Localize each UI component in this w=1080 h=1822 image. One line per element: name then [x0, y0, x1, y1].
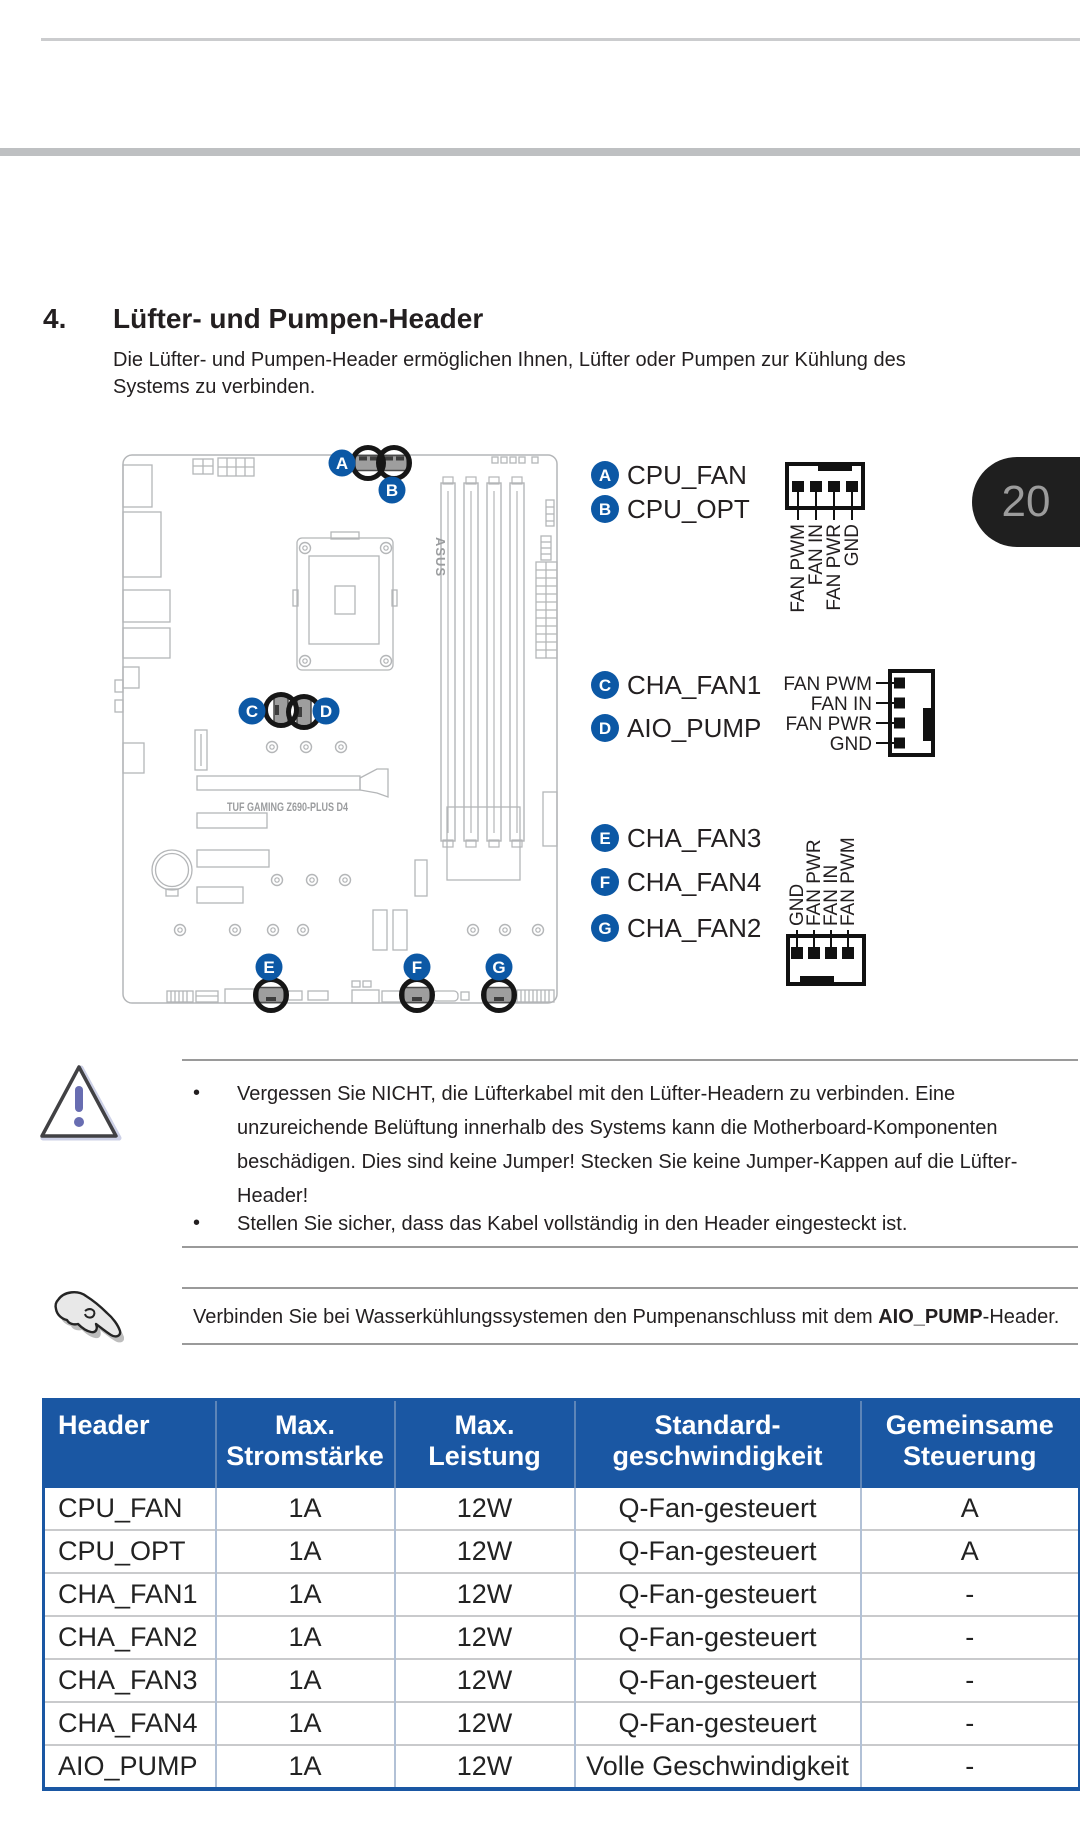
cell-control: -: [861, 1616, 1080, 1659]
board-badge-g: G: [492, 958, 506, 977]
cell-current: 1A: [216, 1702, 395, 1745]
page-number: 20: [1001, 477, 1051, 526]
warning-note-2: Stellen Sie sicher, dass das Kabel vollständig in den Header eingesteckt ist.: [237, 1213, 908, 1235]
table-row: [44, 1745, 1080, 1789]
fan-header-e-icon: [256, 980, 287, 1011]
board-badge-a: A: [335, 454, 349, 473]
header-bar: [0, 148, 1080, 156]
table-row: [44, 1573, 1080, 1616]
pcie-slot: [197, 776, 360, 790]
table-row: [44, 1616, 1080, 1659]
pin-diagram-cha-fan1: [783, 671, 933, 755]
cell-power: 12W: [395, 1573, 575, 1616]
legend-badge-e: E: [599, 829, 611, 848]
pin-label-top-4: GND: [842, 524, 863, 567]
fan-header-ab-icon: [353, 448, 410, 479]
legend-badge-f: F: [599, 873, 611, 892]
pin-label-bottom-1: GND: [787, 883, 808, 926]
legend-badge-a: A: [598, 466, 612, 485]
cell-header-name: CHA_FAN1: [44, 1573, 216, 1616]
intro-paragraph: Die Lüfter- und Pumpen-Header ermöglichen Ihnen, Lüfter oder Pumpen zur Kühlung des Systems zu verbinden.: [113, 349, 906, 398]
aio-note-prefix: Verbinden Sie bei Wasserkühlungssystemen den Pumpenanschluss mit dem: [193, 1306, 879, 1328]
note2-bottom-rule: [182, 1343, 1078, 1345]
board-badge-d: D: [319, 702, 333, 721]
legend: [591, 460, 761, 943]
note2-top-rule: [182, 1287, 1078, 1289]
legend-badge-c: C: [598, 676, 612, 695]
pin-label-mid-3: FAN PWR: [785, 714, 872, 735]
pin-label-bottom-3: FAN IN: [821, 864, 842, 926]
legend-badge-d: D: [598, 719, 612, 738]
note1-top-rule: [182, 1059, 1078, 1061]
cell-control: -: [861, 1745, 1080, 1789]
pin-label-mid-1: FAN PWM: [783, 674, 872, 695]
legend-label-cpu-opt: CPU_OPT: [627, 494, 750, 524]
motherboard-diagram: [0, 440, 1080, 1020]
board-model-label: TUF GAMING Z690-PLUS D4: [227, 800, 349, 814]
cell-control: A: [861, 1530, 1080, 1573]
warning-note-1: Vergessen Sie NICHT, die Lüfterkabel mit den Lüfter-Headern zu verbinden. Eine unzureichende Belüftung innerhalb des Systems kann die Motherboard-Komponenten beschädigen. Dies sind keine Jumper! Stecken Sie keine Jumper-Kappen auf die Lüfter-Header!: [237, 1083, 1018, 1207]
cell-control: -: [861, 1573, 1080, 1616]
pin-diagram-cha-fan2: [787, 837, 864, 985]
cell-power: 12W: [395, 1616, 575, 1659]
page-title: Lüfter- und Pumpen-Header: [113, 303, 484, 334]
cell-speed: Q-Fan-gesteuert: [575, 1488, 861, 1530]
headers-table: [42, 1398, 1080, 1791]
pin-label-top-2: FAN IN: [806, 524, 827, 586]
cell-current: 1A: [216, 1530, 395, 1573]
cell-current: 1A: [216, 1573, 395, 1616]
cell-speed: Q-Fan-gesteuert: [575, 1573, 861, 1616]
cell-control: -: [861, 1702, 1080, 1745]
fan-header-f-icon: [402, 980, 433, 1011]
pin-label-bottom-4: FAN PWM: [838, 837, 859, 926]
col-standardgeschwindigkeit: Standard- geschwindigkeit: [575, 1400, 861, 1489]
cpu-socket: [293, 532, 397, 670]
fan-header-cd-icon: [266, 695, 320, 728]
table-header-row: [44, 1400, 1080, 1489]
section-number: 4.: [43, 303, 67, 334]
legend-label-cpu-fan: CPU_FAN: [627, 460, 747, 490]
warning-icon: [37, 1062, 125, 1146]
table-row: [44, 1488, 1080, 1530]
legend-label-cha-fan1: CHA_FAN1: [627, 670, 762, 700]
cell-power: 12W: [395, 1530, 575, 1573]
warning-bullet-2: •: [193, 1212, 201, 1234]
pin-diagram-cpu-fan: [787, 462, 863, 613]
cell-speed: Q-Fan-gesteuert: [575, 1530, 861, 1573]
fan-header-g-icon: [484, 980, 515, 1011]
col-gemeinsame-steuerung: Gemeinsame Steuerung: [861, 1400, 1080, 1489]
cell-power: 12W: [395, 1659, 575, 1702]
table-row: [44, 1530, 1080, 1573]
cell-control: -: [861, 1659, 1080, 1702]
legend-badge-g: G: [598, 919, 612, 938]
col-max-leistung: Max. Leistung: [395, 1400, 575, 1489]
legend-label-cha-fan3: CHA_FAN3: [627, 823, 762, 853]
board-brand-label: ASUS: [433, 537, 448, 578]
cell-header-name: AIO_PUMP: [44, 1745, 216, 1789]
cell-speed: Q-Fan-gesteuert: [575, 1616, 861, 1659]
cell-control: A: [861, 1488, 1080, 1530]
aio-note-suffix: -Header.: [982, 1306, 1060, 1328]
warning-bullet-1: •: [193, 1082, 201, 1104]
cell-speed: Q-Fan-gesteuert: [575, 1702, 861, 1745]
cell-header-name: CPU_FAN: [58, 1493, 183, 1523]
board-badge-c: C: [245, 702, 259, 721]
aio-pump-note: [193, 1306, 1080, 1329]
ram-slots: [441, 477, 524, 847]
cell-power: 12W: [395, 1702, 575, 1745]
board-badge-f: F: [411, 958, 423, 977]
pin-label-mid-2: FAN IN: [810, 694, 872, 715]
board-badge-b: B: [385, 481, 399, 500]
cell-current: 1A: [216, 1659, 395, 1702]
pin-label-top-3: FAN PWR: [824, 524, 845, 611]
cell-power: 12W: [395, 1745, 575, 1789]
pin-label-mid-4: GND: [829, 734, 872, 755]
legend-badge-b: B: [598, 500, 612, 519]
board-badge-e: E: [263, 958, 275, 977]
battery: [152, 850, 192, 896]
board-components: [115, 457, 557, 1003]
chipset: [447, 807, 520, 880]
atx-connector: [536, 500, 557, 658]
table-row: [44, 1659, 1080, 1702]
top-rule: [41, 38, 1080, 41]
cell-speed: Volle Geschwindigkeit: [575, 1745, 861, 1789]
cell-header-name: CHA_FAN4: [44, 1702, 216, 1745]
hand-note-icon: [46, 1288, 124, 1350]
note1-bottom-rule: [182, 1246, 1078, 1248]
table-row: [44, 1702, 1080, 1745]
cell-current: 1A: [216, 1616, 395, 1659]
col-header: Header: [44, 1400, 216, 1489]
board-outline: [123, 455, 557, 1003]
cell-header-name: CPU_OPT: [44, 1530, 216, 1573]
cell-header-name: CHA_FAN2: [44, 1616, 216, 1659]
pin-label-top-1: FAN PWM: [788, 524, 809, 613]
cell-header-name: CHA_FAN3: [44, 1659, 216, 1702]
cell-current: 1A: [216, 1745, 395, 1789]
pin-label-bottom-2: FAN PWR: [804, 839, 825, 926]
legend-label-cha-fan4: CHA_FAN4: [627, 867, 762, 897]
cell-speed: Q-Fan-gesteuert: [575, 1659, 861, 1702]
col-max-stromstaerke: Max. Stromstärke: [216, 1400, 395, 1489]
legend-label-cha-fan2: CHA_FAN2: [627, 913, 762, 943]
cell-power: 12W: [395, 1488, 575, 1530]
cell-current: 1A: [216, 1488, 395, 1530]
aio-note-bold: AIO_PUMP: [878, 1306, 983, 1328]
legend-label-aio-pump: AIO_PUMP: [627, 713, 762, 743]
